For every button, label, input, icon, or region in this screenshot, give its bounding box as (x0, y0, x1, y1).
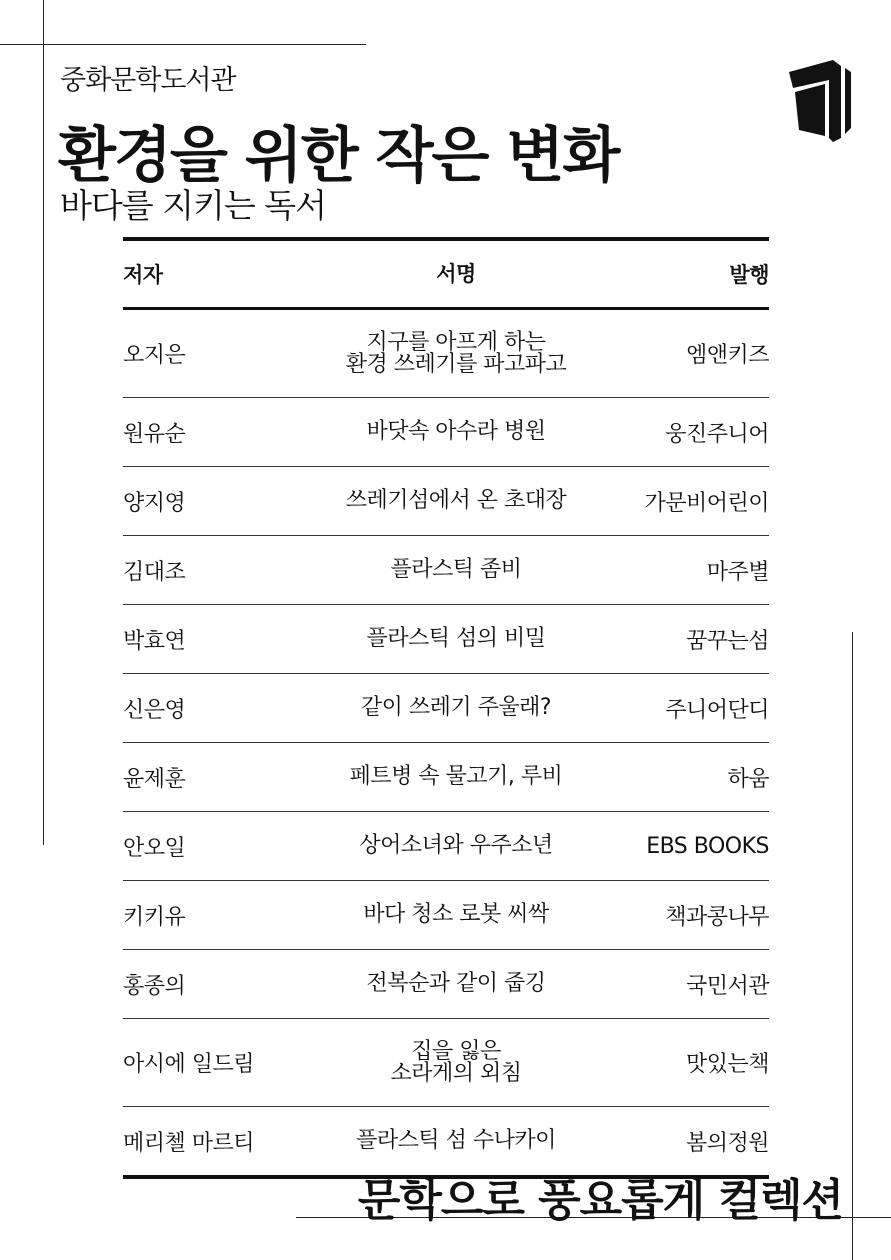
title-cell (313, 559, 599, 581)
table-row (123, 812, 769, 881)
table-row (123, 1019, 769, 1107)
column-header-title: 서명 (436, 261, 476, 286)
author-cell: 키키유 (123, 904, 186, 930)
title-line: 페트병 속 물고기, 루비 (349, 764, 563, 789)
column-header-author: 저자 (123, 263, 163, 287)
table-row (123, 743, 769, 812)
title-cell (313, 766, 599, 788)
author-cell: 신은영 (123, 697, 186, 723)
table-row (123, 310, 769, 398)
title-cell (313, 1038, 599, 1086)
title-line: 지구를 아프게 하는 (366, 329, 546, 355)
title-line: 플라스틱 섬 수나카이 (356, 1128, 556, 1153)
title-cell (313, 329, 599, 377)
page-subtitle: 바다를 지키는 독서 (60, 186, 327, 225)
book-table (123, 237, 769, 1179)
frame-line-bottom-vertical (852, 632, 853, 1260)
table-row (123, 605, 769, 674)
book-icon (785, 58, 857, 143)
publisher-cell: 웅진주니어 (665, 421, 769, 447)
library-name: 중화문학도서관 (60, 65, 236, 96)
author-cell: 박효연 (123, 628, 186, 654)
title-cell (313, 628, 599, 650)
title-line: 바다 청소 로봇 씨싹 (363, 902, 549, 927)
table-row (123, 536, 769, 605)
title-cell (313, 973, 599, 995)
author-cell: 김대조 (123, 559, 186, 585)
title-line: 소라게의 외침 (390, 1060, 522, 1086)
frame-line-top-vertical (43, 0, 44, 845)
publisher-cell: 엠앤키즈 (685, 343, 769, 368)
author-cell: 아시에 일드림 (123, 1052, 255, 1077)
page-title: 환경을 위한 작은 변화 (58, 121, 619, 191)
publisher-cell: 꿈꾸는섬 (685, 628, 769, 654)
publisher-cell: 책과콩나무 (665, 904, 769, 930)
table-body (123, 310, 769, 1175)
author-cell: 양지영 (123, 490, 186, 516)
title-line: 같이 쓰레기 주울래? (360, 695, 552, 720)
publisher-cell: EBS BOOKS (646, 833, 769, 859)
title-line: 집을 잃은 (411, 1038, 501, 1064)
table-header (123, 241, 769, 310)
column-header-publisher: 발행 (729, 263, 769, 287)
title-line: 바닷속 아수라 병원 (366, 419, 546, 444)
author-cell: 안오일 (123, 835, 186, 861)
title-line: 전복순과 같이 줍깅 (366, 971, 546, 996)
title-cell (313, 697, 599, 719)
publisher-cell: 주니어단디 (665, 697, 769, 723)
title-cell (313, 421, 599, 443)
author-cell: 오지은 (123, 343, 186, 368)
title-line: 상어소녀와 우주소년 (359, 833, 553, 858)
title-line: 환경 쓰레기를 파고파고 (345, 351, 567, 377)
title-cell (313, 904, 599, 926)
title-cell (313, 835, 599, 857)
title-line: 플라스틱 좀비 (390, 557, 522, 582)
table-row (123, 881, 769, 950)
publisher-cell: 국민서관 (685, 973, 769, 999)
table-row (123, 467, 769, 536)
collection-title: 문학으로 풍요롭게 컬렉션 (357, 1175, 843, 1226)
author-cell: 원유순 (123, 421, 186, 447)
publisher-cell: 맛있는책 (685, 1052, 769, 1077)
table-row (123, 674, 769, 743)
publisher-cell: 가문비어린이 (644, 490, 769, 516)
author-cell: 메리첼 마르티 (123, 1130, 255, 1156)
title-line: 쓰레기섬에서 온 초대장 (345, 488, 567, 513)
publisher-cell: 하움 (727, 766, 769, 792)
title-cell (313, 490, 599, 512)
author-cell: 윤제훈 (123, 766, 186, 792)
author-cell: 홍종의 (123, 973, 186, 999)
publisher-cell: 봄의정원 (685, 1130, 769, 1156)
title-cell (313, 1130, 599, 1152)
table-row (123, 398, 769, 467)
publisher-cell: 마주별 (706, 559, 769, 585)
table-row (123, 950, 769, 1019)
title-line: 플라스틱 섬의 비밀 (366, 626, 546, 651)
frame-line-top-horizontal (0, 44, 366, 45)
